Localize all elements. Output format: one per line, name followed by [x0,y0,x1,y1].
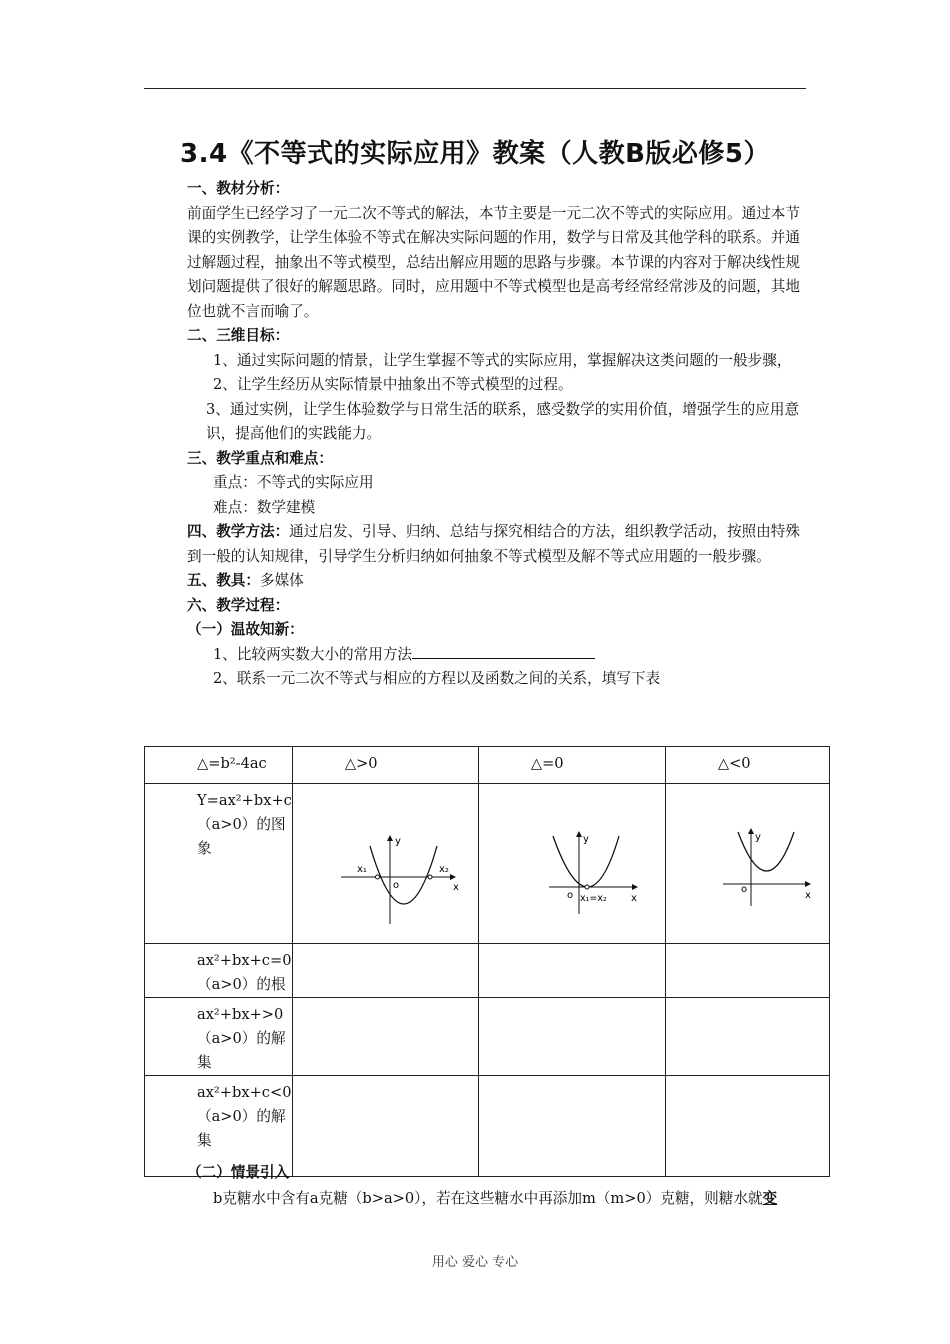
cell-greater-zero[interactable] [478,998,665,1076]
parabola-one-root-graph [479,784,665,935]
origin-label: o [392,880,399,891]
section-heading-4: 四、教学方法： [187,523,290,540]
header-zero: △=0 [478,747,665,784]
row-graph-label: Y=ax²+bx+c（a>0）的图象 [145,784,293,944]
answer-blank[interactable] [412,644,595,659]
origin-label: o [740,884,747,895]
axis-x-label: x [452,882,459,893]
parabola-no-root-graph [666,784,829,935]
document-title: 3.4《不等式的实际应用》教案（人教B版必修5） [180,139,770,169]
section-heading-6: 六、教学过程： [187,596,290,614]
axis-y-label: y [754,832,761,843]
header-rule [144,88,806,89]
cell-roots-negative[interactable] [665,944,829,998]
discriminant-table [144,746,830,1177]
question-2: 2、联系一元二次不等式与相应的方程以及函数之间的关系，填写下表 [213,670,661,687]
section-1-text: 前面学生已经学习了一元二次不等式的解法，本节主要是一元二次不等式的实际应用。通过本节课的实例教学，让学生体验不等式在解决实际问题的作用，数学与日常及其他学科的联系。并通过解题过程，抽象出不等式模型，总结出解应用题的思路与步骤。本节课的内容对于解决线性规划问题提供了很好的解题思路。同时，应用题中不等式模型也是高考经常经常涉及的问题，其地位也就不言而喻了。 [187,204,800,320]
section-heading-2: 二、三维目标： [187,327,290,344]
subsection-review: （一）温故知新： [187,621,304,638]
root-x1-label: x₁ [356,864,367,875]
parabola-two-roots-graph [293,784,478,935]
cell-greater-negative[interactable] [665,998,829,1076]
section-4-text: 通过启发、引导、归纳、总结与探究相结合的方法，组织教学活动，按照由特殊到一般的认知规律，引导学生分析归纳如何抽象不等式模型及解不等式应用题的一般步骤。 [187,523,800,565]
row-less-label: ax²+bx+c<0（a>0）的解集 [145,1076,293,1177]
axis-y-label: y [582,834,589,845]
header-positive: △>0 [292,747,478,784]
origin-label: o [566,890,573,901]
goal-1: 1、通过实际问题的情景，让学生掌握不等式的实际应用，掌握解决这类问题的一般步骤， [213,351,792,369]
section-heading-3: 三、教学重点和难点： [187,449,333,467]
axis-y-label: y [394,836,401,847]
row-greater-label: ax²+bx+>0（a>0）的解集 [145,998,293,1076]
graph-positive-cell [292,784,478,944]
graph-negative-cell [665,784,829,944]
document-body [187,177,811,692]
root-x2-label: x₂ [438,864,449,875]
section-5-text: 多媒体 [259,572,304,589]
scenario-tail: 变 [762,1190,778,1207]
cell-roots-positive[interactable] [292,944,478,998]
graph-zero-cell [478,784,665,944]
header-negative: △<0 [665,747,829,784]
header-discriminant: △=b²-4ac [145,747,293,784]
question-1: 1、比较两实数大小的常用方法 [213,645,413,663]
root-x1x2-label: x₁=x₂ [579,893,607,904]
scenario-section [187,1160,811,1212]
axis-x-label: x [804,890,811,901]
goal-2: 2、让学生经历从实际情景中抽象出不等式模型的过程。 [213,376,573,393]
cell-roots-zero[interactable] [478,944,665,998]
scenario-text: b克糖水中含有a克糖（b>a>0），若在这些糖水中再添加m（m>0）克糖，则糖水就 [213,1190,763,1207]
row-roots-label: ax²+bx+c=0（a>0）的根 [145,944,293,998]
axis-x-label: x [630,893,637,904]
page-footer: 用心 爱心 专心 [431,1255,519,1270]
key-point: 重点：不等式的实际应用 [213,474,374,491]
section-heading-5: 五、教具： [187,572,260,589]
subsection-scenario: （二）情景引入 [187,1164,290,1181]
difficult-point: 难点：数学建模 [213,498,316,516]
goal-3: 3、通过实例，让学生体验数学与日常生活的联系，感受数学的实用价值，增强学生的应用意识，提高他们的实践能力。 [206,400,800,442]
section-heading-1: 一、教材分析： [187,180,290,197]
cell-greater-positive[interactable] [292,998,478,1076]
